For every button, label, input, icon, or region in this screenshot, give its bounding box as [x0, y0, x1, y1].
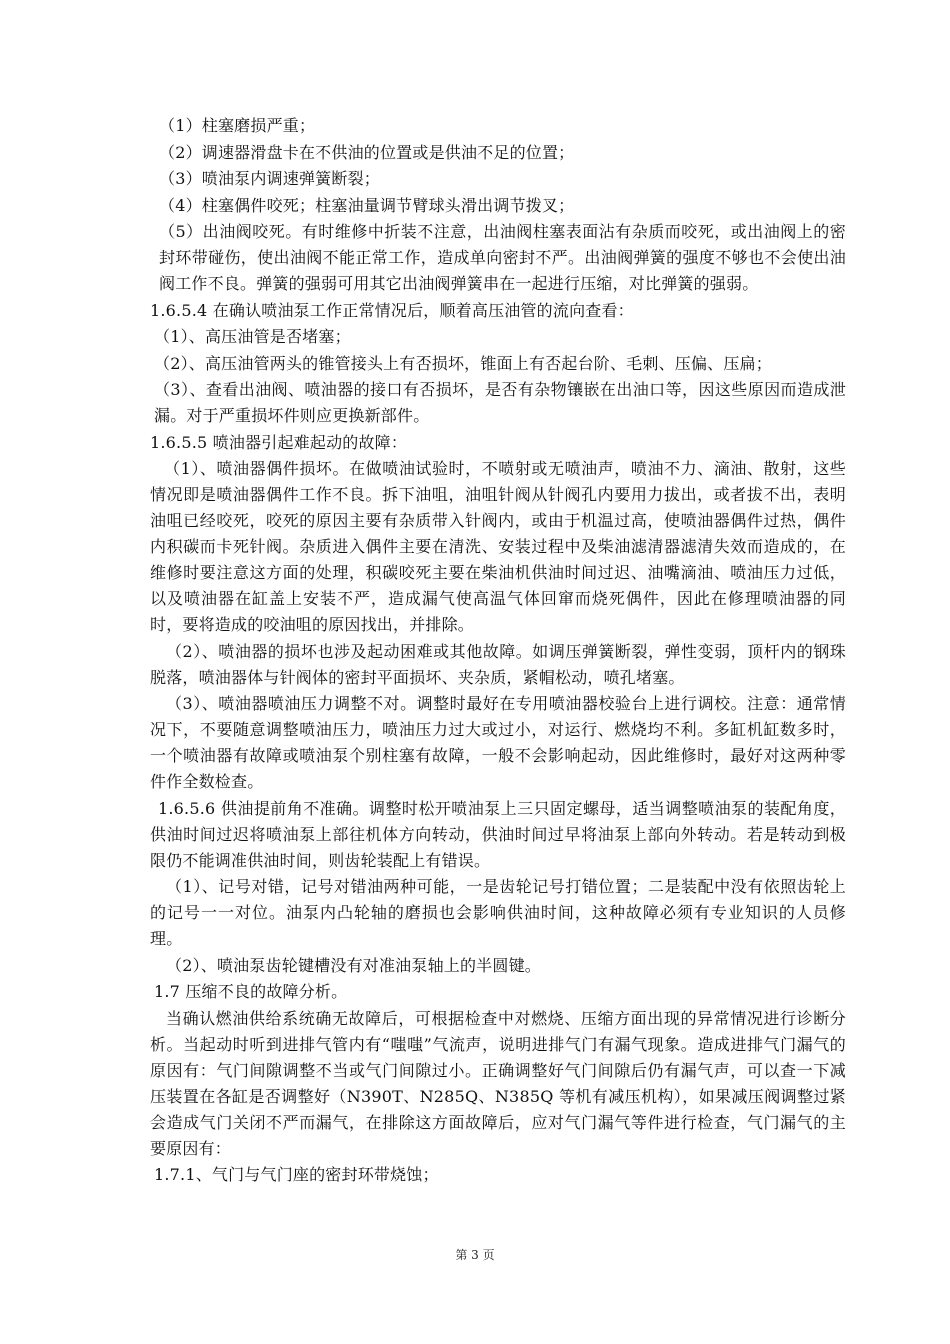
paragraph: （2）、高压油管两头的锥管接头上有否损坏，锥面上有否起台阶、毛刺、压偏、压扁；	[154, 353, 772, 373]
paragraph: 1.7 压缩不良的故障分析。	[154, 982, 348, 1001]
paragraph: （1）、记号对错，记号对错油两种可能，一是齿轮记号打错位置；二是装配中没有依照齿轮上的记号一一对位。油泵内凸轮轴的磨损也会影响供油时间，这种故障必须有专业知识的人员修理。	[150, 877, 846, 948]
paragraph: （2）、喷油器的损坏也涉及起动困难或其他故障。如调压弹簧断裂，弹性变弱，顶杆内的钢珠脱落，喷油器体与针阀体的密封平面损坏、夹杂质，紧帽松动，喷孔堵塞。	[150, 641, 846, 687]
page-number: 第 3 页	[455, 1248, 495, 1262]
paragraph: （3）喷油泵内调速弹簧断裂；	[159, 169, 380, 188]
paragraph: （5）出油阀咬死。有时维修中折装不注意，出油阀柱塞表面沾有杂质而咬死，或出油阀上的密封环带碰伤，使出油阀不能正常工作，造成单向密封不严。出油阀弹簧的强度不够也不会使出油阀工作不良。弹簧的强弱可用其它出油阀弹簧串在一起进行压缩，对比弹簧的强弱。	[159, 222, 846, 293]
paragraph: （1）、高压油管是否堵塞；	[154, 327, 351, 346]
paragraph: （4）柱塞偶件咬死；柱塞油量调节臂球头滑出调节拨叉；	[159, 195, 575, 215]
paragraph: （1）、喷油器偶件损坏。在做喷油试验时，不喷射或无喷油声，喷油不力、滴油、散射，这些情况即是喷油器偶件工作不良。拆下油咀，油咀针阀从针阀孔内要用力拔出，或者拔不出，表明油咀已经咬死，咬死的原因主要有杂质带入针阀内，或由于机温过高，使喷油器偶件过热，偶件内积碳而卡死针阀。杂质进入偶件主要在清洗、安装过程中及柴油滤清器滤清失效而造成的，在维修时要注意这方面的处理，积碳咬死主要在柴油机供油时间过迟、油嘴滴油、喷油压力过低，以及喷油器在缸盖上安装不严，造成漏气使高温气体回窜而烧死偶件，因此在修理喷油器的同时，要将造成的咬油咀的原因找出，并排除。	[150, 459, 846, 634]
paragraph: 当确认燃油供给系统确无故障后，可根据检查中对燃烧、压缩方面出现的异常情况进行诊断分析。当起动时听到进排气管内有“嗤嗤”气流声，说明进排气门有漏气现象。造成进排气门漏气的原因有：气门间隙调整不当或气门间隙过小。正确调整好气门间隙后仍有漏气声，可以查一下减压装置在各缸是否调整好（N390T、N285Q、N385Q 等机有减压机构），如果减压阀调整过紧会造成气门关闭不严而漏气，在排除这方面故障后，应对气门漏气等件进行检查，气门漏气的主要原因有：	[150, 1008, 846, 1158]
paragraph: 1.6.5.4 在确认喷油泵工作正常情况后，顺着高压油管的流向查看：	[150, 300, 634, 320]
paragraph: （2）调速器滑盘卡在不供油的位置或是供油不足的位置；	[159, 142, 575, 162]
paragraph: 1.6.5.5 喷油器引起难起动的故障：	[150, 432, 408, 452]
paragraph: 1.6.5.6 供油提前角不准确。调整时松开喷油泵上三只固定螺母，适当调整喷油泵的装配角度，供油时间过迟将喷油泵上部往机体方向转动，供油时间过早将油泵上部向外转动。若是转动到极限仍不能调准供油时间，则齿轮装配上有错误。	[150, 798, 846, 870]
body-text	[150, 113, 846, 1189]
paragraph: （3）、查看出油阀、喷油器的接口有否损坏，是否有杂物镶嵌在出油口等，因这些原因而造成泄漏。对于严重损坏件则应更换新部件。	[154, 380, 846, 425]
paragraph: （3）、喷油器喷油压力调整不对。调整时最好在专用喷油器校验台上进行调校。注意：通常情况下，不要随意调整喷油压力，喷油压力过大或过小，对运行、燃烧均不利。多缸机缸数多时，一个喷油器有故障或喷油泵个别柱塞有故障，一般不会影响起动，因此维修时，最好对这两种零件作全数检查。	[150, 694, 846, 791]
paragraph: 1.7.1、气门与气门座的密封环带烧蚀；	[154, 1165, 439, 1184]
paragraph: （2）、喷油泵齿轮键槽没有对准油泵轴上的半圆键。	[166, 955, 541, 975]
paragraph: （1）柱塞磨损严重；	[159, 116, 316, 135]
